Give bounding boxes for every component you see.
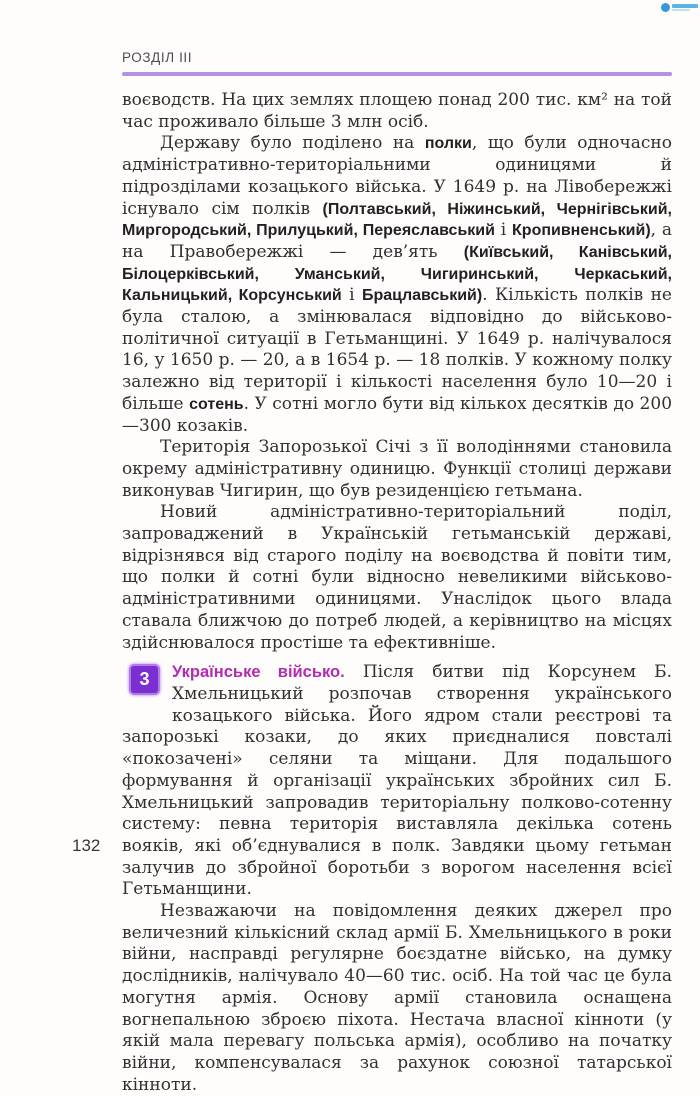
bold-term: (Полтавський, Ніжинський, Чернігівський, Миргородський, Прилуцький, Переяславський (122, 200, 672, 240)
bold-term: Кропивненський) (512, 222, 651, 240)
text-run: . У сотні могло бути від кількох десятків до 200—300 козаків. (122, 393, 673, 436)
text-run: , що були одночасно адміністративно-територіальними одиницями й підрозділами козацького війська. У 1649 р. на Лівобережжі існувало сім полків (122, 133, 672, 219)
text-run: , а на Правобережжі — дев’ять (122, 220, 672, 262)
text-run: Державу було поділено на (160, 133, 425, 154)
running-head (122, 50, 672, 76)
paragraph (122, 90, 672, 133)
text-run: Після битви під Корсунем Б. Хмельницький розпочав створення українського козацького війська. Його ядром стали реєстрові та запорозькі козаки, до яких приєдналися повсталі «покозачені» селяни та міщани. Для подальшого формування й організації українських збройних сил Б. Хмельницький запровадив територіальну полково-сотенну систему: певна територія виставляла декілька сотень вояків, які об’єднувалися в полк. Завдяки цьому гетьман залучив до збройної боротьби з ворогом населення всієї Гетьманщини. (122, 662, 672, 900)
page-body (122, 90, 672, 1096)
section-paragraph (122, 662, 672, 901)
paragraph (122, 133, 672, 437)
bold-term: сотень (189, 395, 244, 413)
bold-term: Брацлавський) (361, 287, 483, 305)
watermark-circle-icon (661, 3, 670, 12)
text-run: і (494, 220, 513, 241)
watermark-text-mark (672, 3, 698, 11)
section-title: Українське військо. (172, 663, 345, 682)
paragraph (122, 901, 672, 1096)
section-number-badge: 3 (129, 664, 160, 695)
text-run: Незважаючи на повідомлення деяких джерел про величезний кількісний склад армії Б. Хмельницького в роки війни, насправді регулярне боєздатне військо, на думку дослідників, налічувало 40—60 тис. осіб. На той час це була могутня армія. Основу армії становила оснащена вогнепальною зброєю піхота. Нестача власної кінноти (у якій мала перевагу польська армія), особливо на початку війни, компенсувалася за рахунок союзної татарської кінноти. (122, 901, 672, 1095)
bold-term: полки (424, 135, 472, 153)
site-watermark-icon (661, 3, 698, 12)
paragraph (122, 437, 672, 502)
paragraph (122, 502, 672, 654)
header-rule (122, 72, 672, 76)
text-run: Новий адміністративно-територіальний поділ, запроваджений в Українській гетьманській державі, відрізнявся від старого поділу на воєводства й повіти тим, що полки й сотні були відносно невеликими військово-адміністративними одиницями. Унаслідок цього влада ставала ближчою до потреб людей, а керівництво на місцях здійснювалося простіше та ефективніше. (122, 502, 672, 653)
chapter-kicker: РОЗДІЛ III (122, 50, 193, 65)
text-run: і (341, 285, 362, 306)
page-number: 132 (72, 836, 101, 855)
text-run: . Кількість полків не була сталою, а змінювалася відповідно до військово-політичної ситуації в Гетьманщині. У 1649 р. налічувалося 16, у 1650 р. — 20, а в 1654 р. — 18 полків. У кожному полку залежно від території і кількості населення було 10—20 і більше (122, 285, 672, 414)
text-run: воєводств. На цих землях площею понад 200 тис. км² на той час проживало більше 3 млн осіб. (122, 90, 672, 132)
text-run: Територія Запорозької Січі з її володіннями становила окрему адміністративну одиницю. Функції столиці держави виконував Чигирин, що був резиденцією гетьмана. (122, 437, 672, 501)
bold-term: (Київський, Канівський, Білоцерківський, Уманський, Чигиринський, Черкаський, Кальницький, Корсунський (122, 243, 672, 305)
